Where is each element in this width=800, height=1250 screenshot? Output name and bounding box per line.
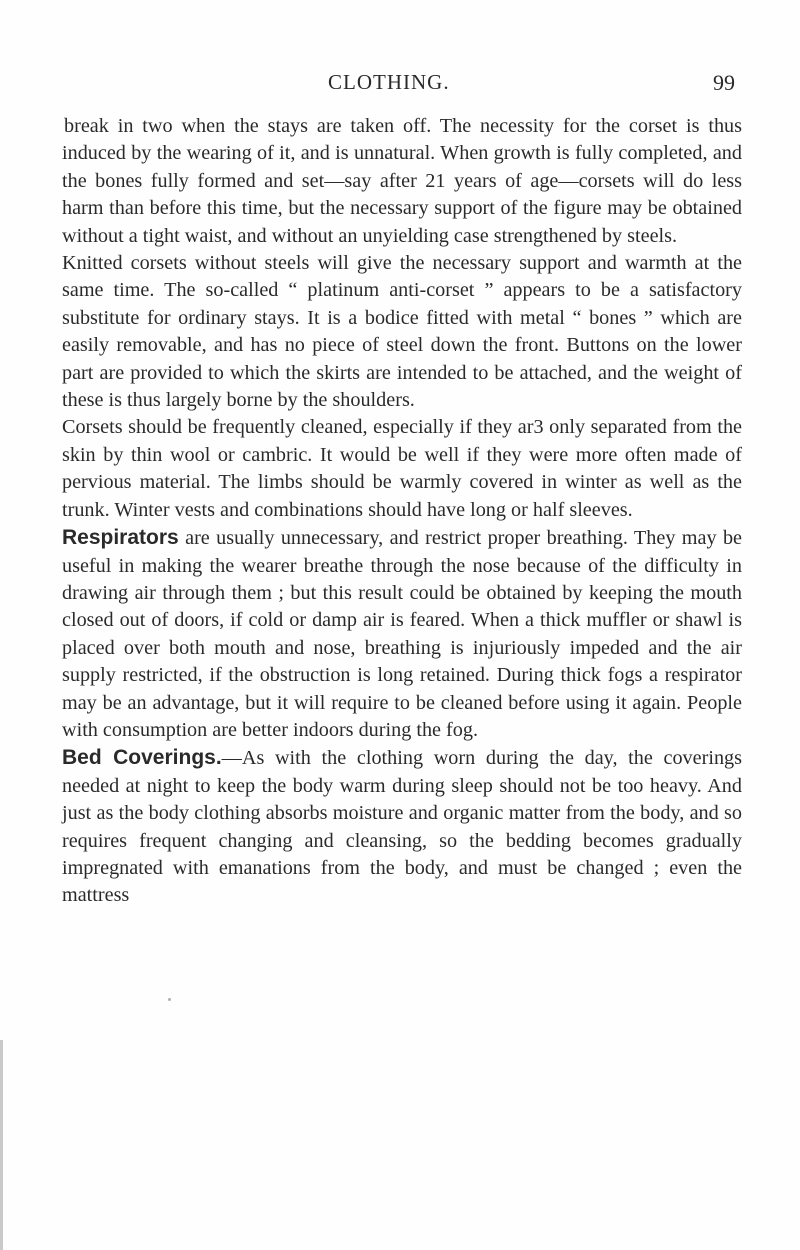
body-text <box>62 113 742 910</box>
paragraph-bed-coverings <box>62 744 742 909</box>
page-edge-shadow <box>0 1040 3 1250</box>
side-heading-bed-coverings: Bed Coverings. <box>62 746 222 770</box>
paragraph-text: —As with the clothing worn during the day, the coverings needed at night to keep the body warm during sleep should not be too heavy. And just as the body clothing absorbs moisture and organic matter from the body, and so requires frequent changing and cleansing, so the bedding becomes gradually impregnated with emanations from the body, and must be changed ; even the mattress <box>62 747 742 907</box>
paragraph-text: Corsets should be frequently cleaned, especially if they ar3 only separated from the skin by thin wool or cambric. It would be well if they were more often made of pervious material. The limbs should be warmly covered in winter as well as the trunk. Winter vests and combinations should have long or half sleeves. <box>62 416 742 521</box>
running-head: CLOTHING. <box>328 70 450 94</box>
page-number: 99 <box>713 70 735 95</box>
paragraph-text: break in two when the stays are taken off. The necessity for the corset is thus induced by the wearing of it, and is unnatural. When growth is fully completed, and the bones fully formed and set—say after 21 years of age—corsets will do less harm than before this time, but the necessary support of the figure may be obtained without a tight waist, and without an unyielding case strengthened by steels. <box>62 115 742 247</box>
side-heading-respirators: Respirators <box>62 526 179 550</box>
ink-speck <box>168 998 171 1001</box>
page-header <box>0 70 800 100</box>
paragraph-corset-necessity <box>62 113 742 250</box>
paragraph-text: Knitted corsets without steels will give the necessary support and warmth at the same time. The so-called “ platinum anti-corset ” appears to be a satisfactory substitute for ordinary stays. It is a bodice fitted with metal “ bones ” which are easily removable, and has no piece of steel down the front. Buttons on the lower part are provided to which the skirts are intended to be attached, and the weight of these is thus largely borne by the shoulders. <box>62 252 742 412</box>
paragraph-corset-cleaning <box>62 414 742 524</box>
paragraph-respirators <box>62 524 742 744</box>
paragraph-text: are usually unnecessary, and restrict proper breathing. They may be useful in making the wearer breathe through the nose because of the difficulty in drawing air through them ; but this result could be obtained by keeping the mouth closed out of doors, if cold or damp air is feared. When a thick muffler or shawl is placed over both mouth and nose, breathing is injuriously impeded and the air supply restricted, if the obstruction is long retained. During thick fogs a respirator may be an advantage, but it will require to be cleaned before using it again. People with consumption are better indoors during the fog. <box>62 527 742 741</box>
paragraph-knitted-corsets <box>62 250 742 414</box>
